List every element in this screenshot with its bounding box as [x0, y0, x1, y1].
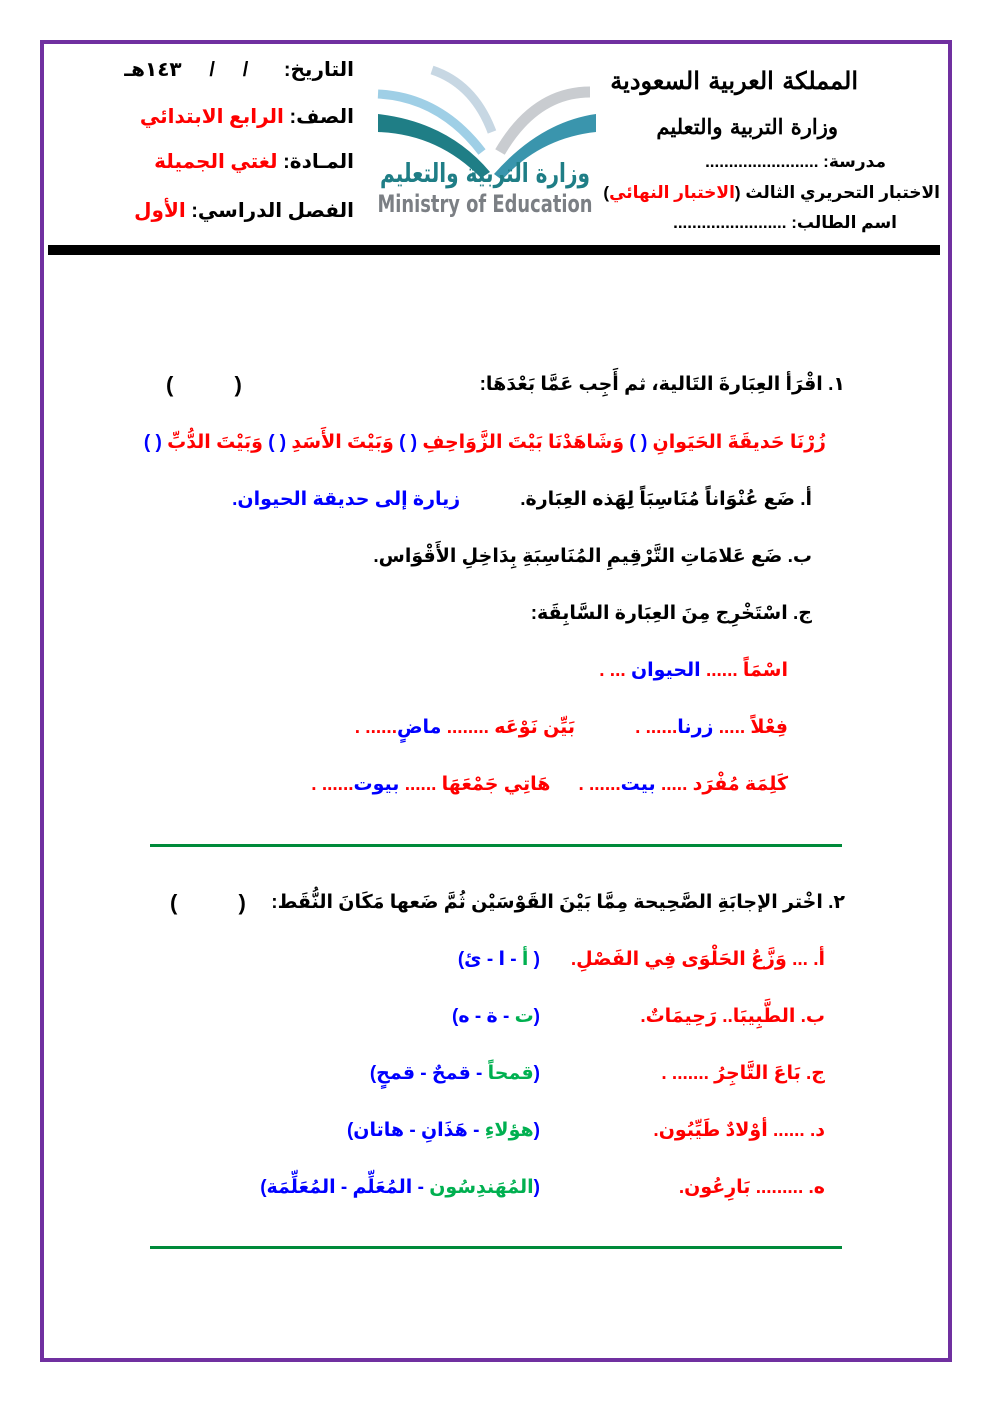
- q1-singular-row: [578, 773, 788, 797]
- q1-b-label: ب. ضَع عَلامَاتِ التَّرْقِيمِ المُنَاسِبَةِ بِدَاخِلِ الأَقْوَاس.: [373, 546, 812, 567]
- q1-passage: [144, 431, 826, 455]
- q1-verb-row: [635, 716, 788, 740]
- option-part: (: [528, 949, 540, 970]
- verb-answer: زرنا: [677, 717, 719, 738]
- singular-tail: ...... .: [578, 774, 621, 795]
- q2-score-box: ( ): [170, 890, 246, 915]
- q2-title-row: [170, 891, 845, 915]
- verb-tail: ...... .: [635, 717, 678, 738]
- q1-verb-pair: [355, 716, 788, 740]
- date-field: [124, 58, 354, 82]
- school-label: مدرسة:: [823, 152, 886, 171]
- q2-item: [347, 1119, 825, 1143]
- option-answer: أ: [521, 949, 529, 970]
- q2-title: ٢. اخْتر الإجابَةِ الصَّحِيحة مِمَّا بَيْنَ القَوْسَيْن ثُمَّ ضَعها مَكَانَ النُّقَط:: [271, 892, 845, 913]
- student-blank: ........................: [673, 213, 787, 232]
- q2-item: [458, 948, 825, 972]
- option-part: - قمحٌ - قمحٍ): [369, 1063, 488, 1084]
- exam-title: [603, 181, 940, 205]
- kingdom-title: المملكة العربية السعودية: [610, 66, 858, 95]
- plural-label: هَاتِي جَمْعَهَا ......: [404, 774, 551, 795]
- page-border: [40, 40, 952, 1362]
- ministry-logo: [370, 62, 600, 222]
- q2-item: [260, 1176, 825, 1200]
- option-part: (: [533, 1063, 540, 1084]
- passage-text: وَشَاهَدْنَا بَيْتَ الزَّوَاحِفِ: [417, 432, 630, 453]
- exam-paren-open: (: [734, 183, 741, 202]
- q2-item-options: [370, 1062, 540, 1086]
- q2-item-options: [452, 1005, 540, 1029]
- option-part: - ة - ه): [452, 1006, 515, 1027]
- verb-type-tail: ...... .: [354, 717, 397, 738]
- grade-field: [140, 105, 354, 129]
- logo-english: Ministry of Education: [377, 190, 593, 218]
- exam-paren-close: ): [603, 183, 610, 202]
- option-part: - هَذَانِ - هاتان): [346, 1120, 485, 1141]
- q1-plural-row: [311, 773, 550, 797]
- plural-tail: ...... .: [311, 774, 354, 795]
- q1-title-row: [166, 373, 845, 397]
- passage-blank: ( ): [143, 432, 162, 453]
- q2-item-options: [260, 1176, 540, 1200]
- term-field: [134, 199, 354, 223]
- option-part: (: [533, 1177, 540, 1198]
- noun-answer: الحيوان: [630, 660, 706, 681]
- subject-value: لغتي الجميلة: [154, 151, 278, 173]
- q1-a-label: أ. ضَع عُنْوَاناً مُنَاسِبَاً لِهَذه العِبَارة.: [520, 489, 812, 510]
- school-field: [705, 150, 886, 174]
- q2-item-label: ه. ......... بَارِعُون.: [678, 1177, 825, 1198]
- q2-item-options: [458, 948, 540, 972]
- term-label: الفصل الدراسي:: [191, 200, 354, 222]
- passage-blank: ( ): [399, 432, 418, 453]
- q2-item: [370, 1062, 825, 1086]
- noun-tail: ... .: [599, 660, 631, 681]
- q2-item-options: [347, 1119, 540, 1143]
- student-name-field: [673, 211, 897, 235]
- option-answer: المُهَندِسُون: [429, 1177, 534, 1198]
- header-divider: [48, 245, 940, 255]
- verb-type-label: بَيِّن نَوْعَه ........: [446, 717, 576, 738]
- subject-field: [154, 150, 354, 174]
- exam-title-text: الاختبار التحريري الثالث: [745, 183, 940, 202]
- q1-singular-pair: [311, 773, 788, 797]
- grade-label: الصف:: [289, 106, 354, 128]
- q1-verb-type-row: [355, 716, 575, 740]
- passage-blank: ( ): [268, 432, 287, 453]
- q1-a-row: [232, 488, 812, 512]
- q1-noun-row: [599, 659, 788, 683]
- passage-text: وَبَيْتَ الدُّبِّ: [161, 432, 269, 453]
- ministry-title: وزارة التربية والتعليم: [656, 114, 838, 139]
- school-blank: ........................: [705, 152, 819, 171]
- q1-c-label: ج. اسْتَخْرِج مِنَ العِبَارة السَّابِقَة:: [530, 603, 812, 624]
- verb-type-answer: ماضٍ: [396, 717, 447, 738]
- option-part: (: [533, 1120, 540, 1141]
- date-label: التاريخ:: [283, 59, 354, 81]
- noun-label: اسْمَاً ......: [705, 660, 788, 681]
- singular-answer: بيت: [620, 774, 661, 795]
- q1-title: ١. اقْرَأ العِبَارةَ التَالية، ثم أَجِب عَمَّا بَعْدَهَا:: [479, 374, 845, 395]
- option-part: (: [533, 1006, 540, 1027]
- verb-label: فِعْلاً .....: [718, 717, 788, 738]
- q2-item: [452, 1005, 825, 1029]
- student-label: اسم الطالب:: [791, 213, 897, 232]
- q2-item-label: ب. الطَّبِيبَا.. رَحِيمَاتٌ.: [640, 1006, 825, 1027]
- passage-blank: ( ): [629, 432, 648, 453]
- section-divider: [150, 1246, 842, 1249]
- grade-value: الرابع الابتدائي: [139, 106, 284, 128]
- option-answer: هؤلاءِ: [484, 1120, 534, 1141]
- option-part: - ا - ئ): [457, 949, 522, 970]
- q2-item-label: د. ...... أوْلادٌ طَيِّبُون.: [653, 1120, 825, 1141]
- exam-type: الاختبار النهائي: [609, 183, 735, 202]
- date-value: / / ١٤٣هـ: [124, 59, 249, 81]
- q1-a-answer: زيارة إلى حديقة الحيوان.: [232, 489, 461, 510]
- singular-label: كَلِمَة مُفْرَد .....: [660, 774, 788, 795]
- passage-text: زُرْنَا حَديقَةَ الحَيَوانِ: [647, 432, 826, 453]
- term-value: الأول: [134, 200, 186, 222]
- option-part: - المُعَلِّم - المُعَلِّمَة): [260, 1177, 430, 1198]
- logo-arabic: وزارة التربية والتعليم: [380, 159, 590, 189]
- q1-score-box: ( ): [166, 372, 242, 397]
- option-answer: ت: [514, 1006, 534, 1027]
- option-answer: قمحاً: [487, 1063, 534, 1084]
- passage-text: وَبَيْتَ الأَسَدِ: [286, 432, 400, 453]
- q2-item-label: أ. ... وَزَّعُ الحَلْوَى فِي الفَصْلِ.: [570, 949, 825, 970]
- plural-answer: بيوت: [353, 774, 405, 795]
- subject-label: المـادة:: [283, 151, 354, 173]
- section-divider: [150, 844, 842, 847]
- q2-item-label: ج. بَاعَ التَّاجِرُ ....... .: [661, 1063, 825, 1084]
